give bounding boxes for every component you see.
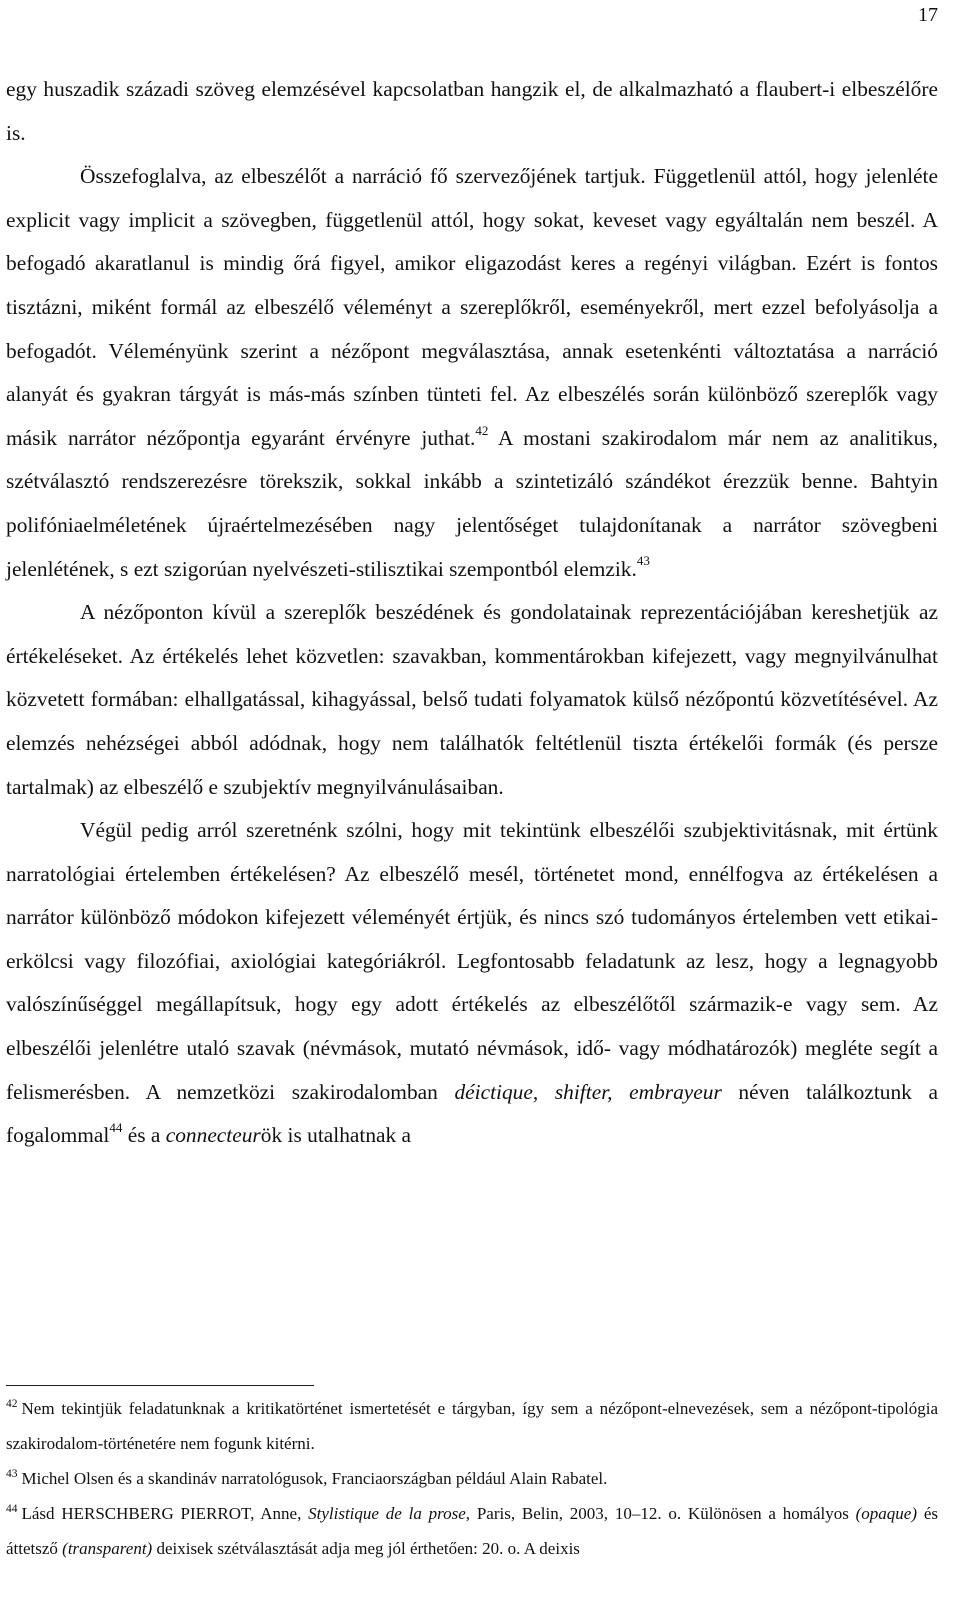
italic-text: déictique, shifter, embrayeur (454, 1079, 722, 1104)
footnote (6, 1391, 938, 1461)
italic-text: connecteur (165, 1123, 261, 1148)
text-run: ök is utalhatnak a (260, 1123, 412, 1148)
footnote-divider (6, 1385, 314, 1386)
footnote-reference: 42 (475, 422, 489, 438)
text-run: Végül pedig arról szeretnénk szólni, hogy mit tekintünk elbeszélői szubjektivitásnak, mit értünk narratológiai értelemben értékelésen? Az elbeszélő mesél, történetet mond, ennélfogva az értékelésen a narrátor különböző módokon kifejezett véleményét értjük, és nincs szó tudományos értelemben vett etikai-erkölcsi vagy filozófiai, axiológiai kategóriákról. Legfontosabb feladatunk az lesz, hogy a legnagyobb valószínűséggel megállapítsuk, hogy egy adott értékelés az elbeszélőtől származik-e vagy sem. Az elbeszélői jelenlétre utaló szavak (névmások, mutató névmások, idő- vagy módhatározók) megléte segít a felismerésben. A nemzetközi szakirodalomban (6, 818, 938, 1104)
text-run: Összefoglalva, az elbeszélőt a narráció fő szervezőjének tartjuk. Függetlenül attól, hogy jelenléte explicit vagy implicit a szövegben, függetlenül attól, hogy sokat, keveset vagy egyáltalán nem beszél. A befogadó akaratlanul is mindig őrá figyel, amikor eligazodást keres a regényi világban. Ezért is fontos tisztázni, miként formál az elbeszélő véleményt a szereplőkről, eseményekről, mert ezzel befolyásolja a befogadót. Véleményünk szerint a nézőpont megválasztása, annak esetenkénti változtatása a narráció alanyát és gyakran tárgyát is más-más színben tünteti fel. Az elbeszélés során különböző szereplők vagy másik narrátor nézőpontja egyaránt érvényre juthat. (6, 164, 938, 450)
text-run: Lásd HERSCHBERG PIERROT, Anne, (21, 1504, 309, 1523)
text-run: és a (122, 1123, 166, 1148)
footnote-number: 43 (6, 1468, 18, 1481)
footnotes (6, 1391, 938, 1566)
footnote-number: 44 (6, 1503, 18, 1516)
italic-text: (opaque) (855, 1504, 918, 1523)
paragraph (6, 591, 938, 809)
italic-text: (transparent) (62, 1539, 153, 1558)
page-number: 17 (918, 4, 938, 26)
paragraph (6, 155, 938, 591)
text-run: Nem tekintjük feladatunknak a kritikatörténet ismertetését e tárgyban, így sem a nézőpont-elnevezések, sem a nézőpont-tipológia szakirodalom-történetére nem fogunk kitérni. (6, 1399, 938, 1453)
italic-text: Stylistique de la prose, (308, 1504, 471, 1523)
text-run: Michel Olsen és a skandináv narratológusok, Franciaországban például Alain Rabatel. (21, 1469, 608, 1488)
text-run: deixisek szétválasztását adja meg jól érthetően: 20. o. A deixis (152, 1539, 580, 1558)
text-run: egy huszadik századi szöveg elemzésével kapcsolatban hangzik el, de alkalmazható a flaubert-i elbeszélőre is. (6, 77, 938, 145)
paragraph (6, 68, 938, 155)
footnote (6, 1461, 938, 1496)
footnote-number: 42 (6, 1398, 18, 1411)
text-run: Paris, Belin, 2003, 10–12. o. Különösen a homályos (470, 1504, 856, 1523)
text-run: néven találkoztunk a fogalommal (6, 1079, 938, 1148)
footnote-reference: 44 (109, 1120, 123, 1136)
paragraph (6, 809, 938, 1158)
text-run: és áttetsző (6, 1504, 938, 1558)
body-text (6, 68, 938, 1158)
footnote (6, 1496, 938, 1566)
footnote-reference: 43 (636, 553, 650, 569)
text-run: A nézőponton kívül a szereplők beszédének és gondolatainak reprezentációjában kereshetjük az értékeléseket. Az értékelés lehet közvetlen: szavakban, kommentárokban kifejezett, vagy megnyilvánulhat közvetett formában: elhallgatással, kihagyással, belső tudati folyamatok külső nézőpontú közvetítésével. Az elemzés nehézségei abból adódnak, hogy nem találhatók feltétlenül tiszta értékelői formák (és persze tartalmak) az elbeszélő e szubjektív megnyilvánulásaiban. (6, 600, 938, 799)
text-run: A mostani szakirodalom már nem az analitikus, szétválasztó rendszerezésre törekszik, sokkal inkább a szintetizáló szándékot érezzük benne. Bahtyin polifóniaelméletének újraértelmezésében nagy jelentőséget tulajdonítanak a narrátor szövegbeni jelenlétének, s ezt szigorúan nyelvészeti-stilisztikai szempontból elemzik. (6, 425, 938, 581)
